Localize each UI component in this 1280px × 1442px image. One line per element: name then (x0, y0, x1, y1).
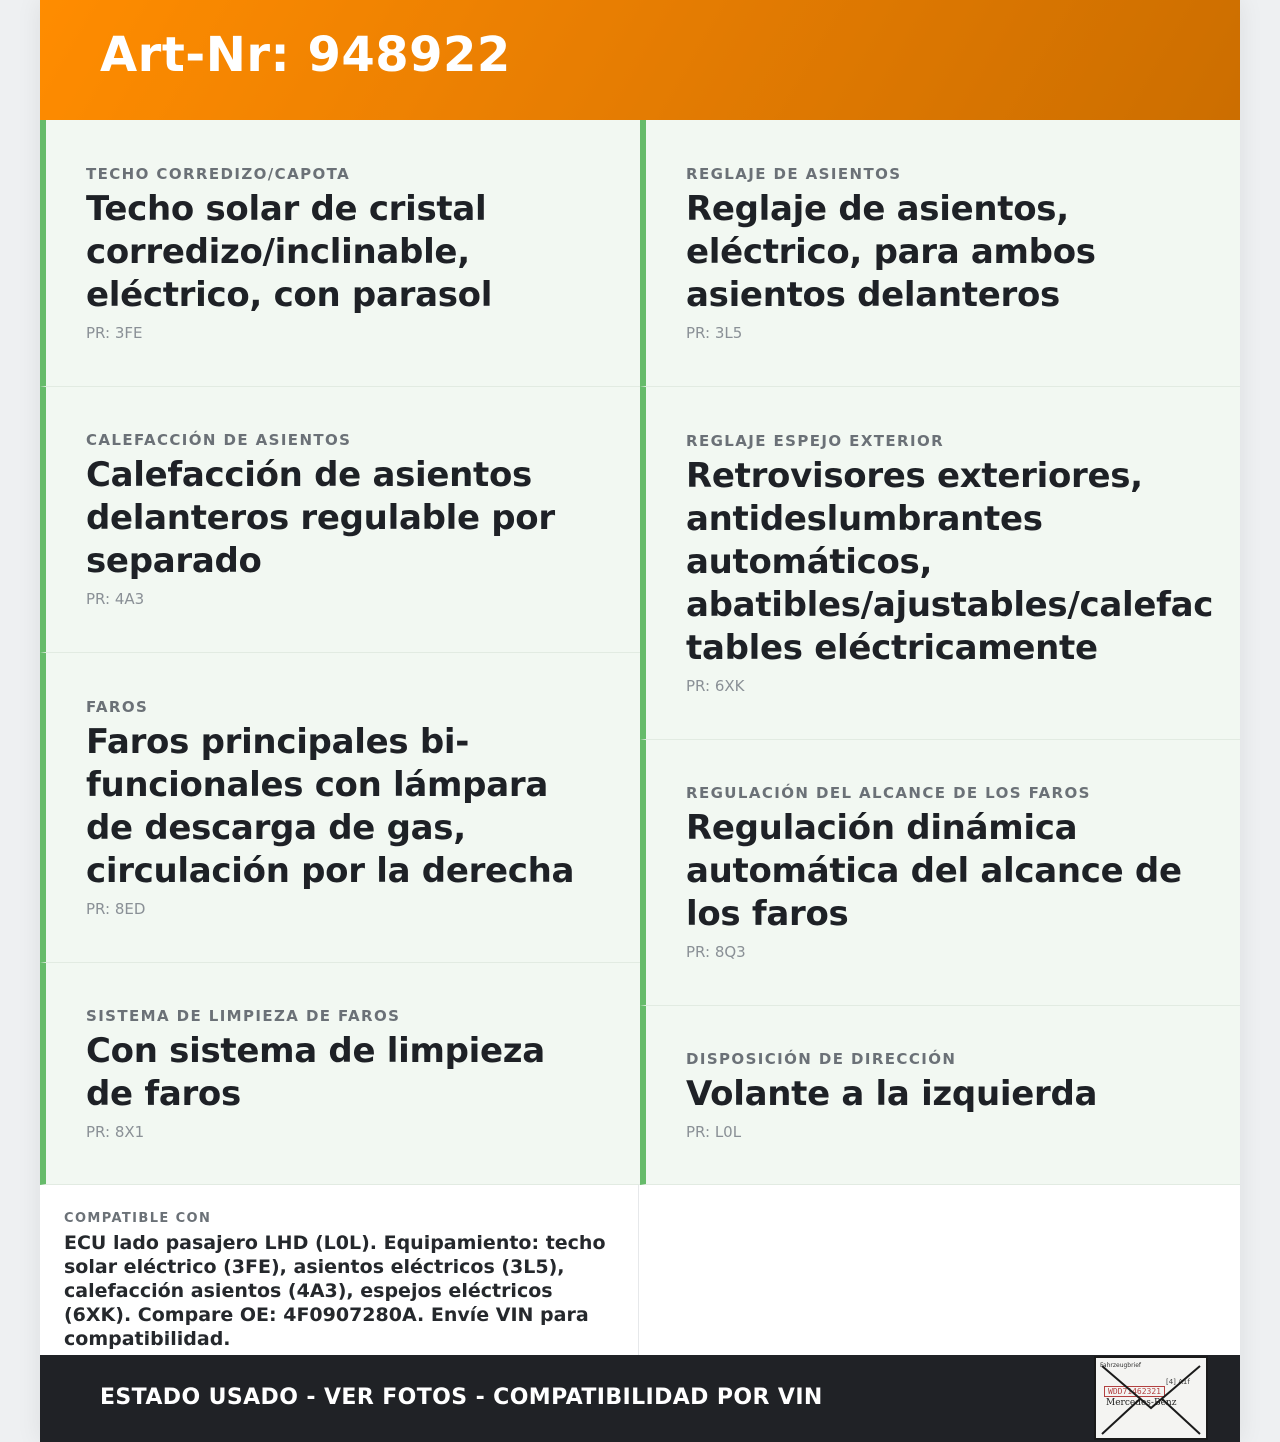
feature-title: Faros principales bi-funcionales con lámpara de descarga de gas, circulación por la derecha (86, 721, 575, 891)
feature-category: FAROS (86, 697, 149, 716)
compatibility-label: COMPATIBLE CON (64, 1211, 212, 1226)
feature-category: REGULACIÓN DEL ALCANCE DE LOS FAROS (686, 784, 1091, 802)
feature-card-headlights (40, 653, 640, 963)
feature-title: Regulación dinámica automática del alcance de los faros (686, 808, 1182, 934)
feature-card-sunroof (40, 120, 640, 387)
footer-bar (40, 1355, 1240, 1442)
compatibility-section (40, 1185, 639, 1355)
feature-title: Reglaje de asientos, eléctrico, para ambos asientos delanteros (686, 188, 1096, 315)
feature-category: TECHO CORREDIZO/CAPOTA (86, 164, 351, 183)
feature-card-headlight-washer (40, 963, 640, 1185)
article-number-title: Art-Nr: 948922 (100, 27, 511, 83)
feature-pr-code: PR: 3FE (86, 323, 143, 342)
features-left-column (40, 120, 640, 1185)
feature-title: Calefacción de asientos delanteros regulable por separado (86, 455, 555, 581)
feature-pr-code: PR: L0L (686, 1122, 742, 1141)
feature-pr-code: PR: 8X1 (86, 1122, 145, 1141)
feature-category: REGLAJE ESPEJO EXTERIOR (686, 431, 945, 450)
feature-title: Volante a la izquierda (686, 1073, 1098, 1114)
feature-card-exterior-mirrors (640, 387, 1240, 740)
thumbnail-doc-brand: Mercedes-Benz (1106, 1398, 1177, 1408)
listing-page (40, 0, 1240, 1442)
condition-status-text: ESTADO USADO - VER FOTOS - COMPATIBILIDAD POR VIN (100, 1385, 823, 1410)
feature-card-seat-heating (40, 387, 640, 653)
header-banner (40, 0, 1240, 120)
feature-card-seat-adjustment (640, 120, 1240, 387)
compatibility-text: ECU lado pasajero LHD (L0L). Equipamiento: techo solar eléctrico (3FE), asientos eléctricos (3L5), calefacción asientos (4A3), espejos eléctricos (6XK). Compare OE: 4F0907280A. Envíe VIN para compatibilidad. (64, 1232, 606, 1350)
feature-title: Con sistema de limpieza de faros (86, 1030, 545, 1114)
features-right-column (640, 120, 1240, 1185)
feature-card-headlight-range (640, 740, 1240, 1006)
feature-title: Retrovisores exteriores, antideslumbrantes automáticos, abatibles/ajustables/calefac tables eléctricamente (686, 455, 1214, 668)
thumbnail-doc-label: Fahrzeugbrief (1100, 1362, 1142, 1369)
thumbnail-doc-date: [4] A1f (1166, 1378, 1190, 1386)
envelope-icon (1096, 1358, 1206, 1438)
feature-card-steering (640, 1006, 1240, 1185)
thumbnail-doc-code: WDD71462321 (1104, 1386, 1165, 1397)
feature-pr-code: PR: 8Q3 (686, 943, 746, 961)
feature-pr-code: PR: 4A3 (86, 590, 145, 608)
feature-pr-code: PR: 8ED (86, 899, 146, 918)
feature-pr-code: PR: 3L5 (686, 323, 743, 342)
feature-category: REGLAJE DE ASIENTOS (686, 164, 902, 183)
feature-category: DISPOSICIÓN DE DIRECCIÓN (686, 1049, 957, 1068)
feature-category: SISTEMA DE LIMPIEZA DE FAROS (86, 1006, 401, 1025)
feature-category: CALEFACCIÓN DE ASIENTOS (86, 431, 352, 449)
feature-pr-code: PR: 6XK (686, 676, 745, 695)
document-thumbnail[interactable] (1094, 1356, 1208, 1440)
feature-title: Techo solar de cristal corredizo/inclinable, eléctrico, con parasol (86, 188, 493, 315)
